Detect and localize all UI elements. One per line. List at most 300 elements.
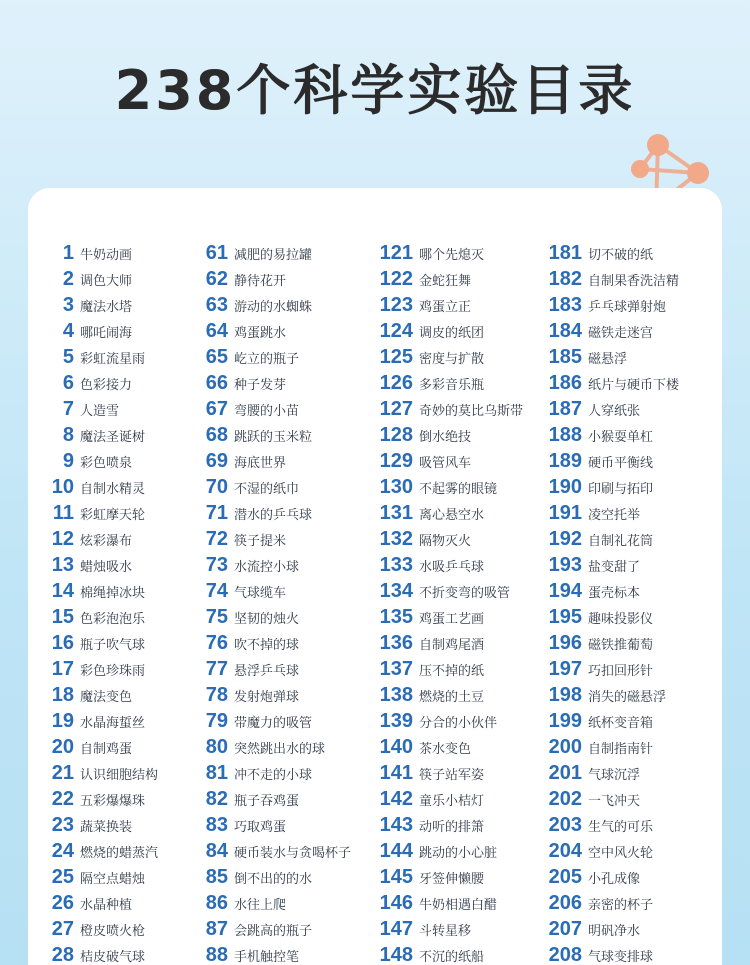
experiment-number: 80	[205, 735, 228, 758]
experiment-name: 硬币装水与贪喝杯子	[234, 845, 352, 861]
experiment-number: 133	[379, 553, 413, 576]
list-item	[366, 500, 523, 526]
list-item	[366, 786, 523, 812]
list-item	[184, 526, 351, 552]
experiment-name: 茶水变色	[419, 741, 472, 757]
experiment-name: 斗转星移	[419, 923, 472, 939]
experiment-number: 131	[379, 501, 413, 524]
experiment-number: 198	[548, 683, 582, 706]
experiment-name: 倒不出的的水	[234, 871, 313, 887]
experiment-number: 207	[548, 917, 582, 940]
experiment-number: 190	[548, 475, 582, 498]
experiment-name: 色彩接力	[80, 377, 133, 393]
list-item	[184, 864, 351, 890]
experiment-number: 72	[205, 527, 228, 550]
experiment-name: 奇妙的莫比乌斯带	[419, 403, 524, 419]
list-item	[40, 370, 158, 396]
experiment-name: 气球沉浮	[588, 767, 641, 783]
list-item	[40, 656, 158, 682]
experiment-name: 弯腰的小苗	[234, 403, 300, 419]
experiment-number: 63	[205, 293, 228, 316]
experiment-number: 11	[52, 501, 74, 524]
list-item	[366, 838, 523, 864]
experiment-name: 牙签伸懒腰	[419, 871, 485, 887]
experiment-name: 水晶海蜇丝	[80, 715, 146, 731]
list-item	[366, 422, 523, 448]
experiment-number: 183	[548, 293, 582, 316]
list-item	[184, 266, 351, 292]
list-item	[366, 318, 523, 344]
list-item	[538, 370, 679, 396]
list-item	[366, 734, 523, 760]
list-item	[538, 812, 679, 838]
experiment-name: 屹立的瓶子	[234, 351, 300, 367]
list-item	[538, 474, 679, 500]
experiment-name: 瓶子吹气球	[80, 637, 146, 653]
experiment-name: 不折变弯的吸管	[419, 585, 511, 601]
experiment-number: 76	[205, 631, 228, 654]
list-item	[40, 682, 158, 708]
experiment-name: 水吸乒乓球	[419, 559, 485, 575]
experiment-name: 亲密的杯子	[588, 897, 654, 913]
list-item	[184, 916, 351, 942]
experiment-name: 金蛇狂舞	[419, 273, 472, 289]
experiment-number: 199	[548, 709, 582, 732]
experiment-name: 分合的小伙伴	[419, 715, 498, 731]
experiment-name: 气球变排球	[588, 949, 654, 965]
experiment-name: 趣味投影仪	[588, 611, 654, 627]
experiment-number: 81	[205, 761, 228, 784]
experiment-name: 跳动的小心脏	[419, 845, 498, 861]
list-item	[184, 604, 351, 630]
list-item	[366, 474, 523, 500]
list-item	[184, 500, 351, 526]
experiment-number: 77	[205, 657, 228, 680]
list-item	[40, 292, 158, 318]
experiment-name: 童乐小桔灯	[419, 793, 485, 809]
list-item	[40, 318, 158, 344]
experiment-number: 134	[379, 579, 413, 602]
experiment-number: 185	[548, 345, 582, 368]
experiment-number: 186	[548, 371, 582, 394]
list-item	[366, 760, 523, 786]
list-item	[366, 916, 523, 942]
experiment-name: 彩虹摩天轮	[80, 507, 146, 523]
experiment-number: 79	[205, 709, 228, 732]
list-item	[366, 942, 523, 965]
experiment-name: 牛奶动画	[80, 247, 133, 263]
list-item	[538, 682, 679, 708]
experiment-number: 5	[62, 345, 74, 368]
experiment-number: 66	[205, 371, 228, 394]
experiment-name: 蔬菜换装	[80, 819, 133, 835]
list-item	[366, 552, 523, 578]
list-item	[184, 760, 351, 786]
list-item	[538, 708, 679, 734]
experiment-name: 印刷与拓印	[588, 481, 654, 497]
experiment-number: 141	[379, 761, 413, 784]
experiment-name: 潜水的乒乓球	[234, 507, 313, 523]
list-item	[40, 812, 158, 838]
experiment-number: 88	[205, 943, 228, 965]
experiment-number: 22	[51, 787, 74, 810]
experiment-number: 23	[51, 813, 74, 836]
list-item	[366, 292, 523, 318]
experiment-name: 隔物灭火	[419, 533, 472, 549]
list-item	[40, 500, 158, 526]
list-item	[40, 396, 158, 422]
experiment-number: 121	[379, 241, 413, 264]
experiment-number: 18	[51, 683, 74, 706]
experiment-number: 20	[51, 735, 74, 758]
experiment-name: 彩色喷泉	[80, 455, 133, 471]
experiment-name: 倒水绝技	[419, 429, 472, 445]
list-item	[40, 422, 158, 448]
experiment-number: 75	[205, 605, 228, 628]
experiment-name: 瓶子吞鸡蛋	[234, 793, 300, 809]
list-item	[538, 552, 679, 578]
list-item	[184, 344, 351, 370]
experiment-name: 筷子站军姿	[419, 767, 485, 783]
experiment-name: 巧取鸡蛋	[234, 819, 287, 835]
experiment-number: 24	[51, 839, 74, 862]
experiment-name: 种子发芽	[234, 377, 287, 393]
list-item	[538, 318, 679, 344]
list-item	[366, 344, 523, 370]
experiment-number: 70	[205, 475, 228, 498]
experiment-number: 202	[548, 787, 582, 810]
experiment-number: 126	[379, 371, 413, 394]
experiment-number: 25	[51, 865, 74, 888]
experiment-name: 不沉的纸船	[419, 949, 485, 965]
experiment-name: 气球缆车	[234, 585, 287, 601]
list-item	[184, 682, 351, 708]
list-item	[538, 656, 679, 682]
list-item	[538, 604, 679, 630]
experiment-number: 122	[379, 267, 413, 290]
list-item	[366, 396, 523, 422]
experiment-name: 五彩爆爆珠	[80, 793, 146, 809]
list-item	[538, 890, 679, 916]
experiment-name: 吸管风车	[419, 455, 472, 471]
experiment-name: 自制礼花筒	[588, 533, 654, 549]
experiment-number: 19	[51, 709, 74, 732]
experiment-name: 鸡蛋立正	[419, 299, 472, 315]
list-item	[40, 942, 158, 965]
experiment-number: 85	[205, 865, 228, 888]
list-item	[40, 552, 158, 578]
experiment-number: 61	[205, 241, 228, 264]
list-item	[40, 890, 158, 916]
list-item	[538, 240, 679, 266]
experiment-number: 140	[379, 735, 413, 758]
experiment-name: 盐变甜了	[588, 559, 641, 575]
list-item	[184, 448, 351, 474]
list-item	[40, 838, 158, 864]
experiment-number: 208	[548, 943, 582, 965]
experiment-name: 魔法圣诞树	[80, 429, 146, 445]
experiment-number: 136	[379, 631, 413, 654]
experiment-number: 127	[379, 397, 413, 420]
list-item	[184, 786, 351, 812]
experiment-name: 硬币平衡线	[588, 455, 654, 471]
experiment-name: 磁铁走迷宫	[588, 325, 654, 341]
list-item	[538, 916, 679, 942]
list-item	[366, 812, 523, 838]
experiment-number: 7	[62, 397, 74, 420]
experiment-name: 魔法变色	[80, 689, 133, 705]
experiment-number: 203	[548, 813, 582, 836]
experiment-name: 凌空托举	[588, 507, 641, 523]
experiment-name: 空中风火轮	[588, 845, 654, 861]
experiment-number: 184	[548, 319, 582, 342]
experiment-number: 21	[51, 761, 74, 784]
experiment-number: 1	[62, 241, 74, 264]
list-item	[538, 578, 679, 604]
experiment-number: 206	[548, 891, 582, 914]
experiment-number: 10	[51, 475, 74, 498]
list-item	[538, 838, 679, 864]
experiment-number: 148	[379, 943, 413, 965]
page-title: 238个科学实验目录	[114, 59, 636, 122]
list-item	[184, 708, 351, 734]
experiment-number: 132	[379, 527, 413, 550]
list-item	[40, 760, 158, 786]
experiment-name: 自制鸡尾酒	[419, 637, 485, 653]
experiment-name: 燃烧的蜡蒸汽	[80, 845, 159, 861]
experiment-number: 74	[205, 579, 228, 602]
experiment-name: 消失的磁悬浮	[588, 689, 667, 705]
experiment-name: 会跳高的瓶子	[234, 923, 313, 939]
list-item	[40, 708, 158, 734]
experiment-name: 悬浮乒乓球	[234, 663, 300, 679]
experiment-number: 83	[205, 813, 228, 836]
list-item	[40, 604, 158, 630]
experiment-name: 跳跃的玉米粒	[234, 429, 313, 445]
experiment-number: 139	[379, 709, 413, 732]
experiment-number: 200	[548, 735, 582, 758]
list-item	[366, 526, 523, 552]
experiment-number: 13	[51, 553, 74, 576]
list-item	[366, 682, 523, 708]
experiment-name: 炫彩瀑布	[80, 533, 133, 549]
experiment-number: 205	[548, 865, 582, 888]
list-item	[184, 292, 351, 318]
list-item	[184, 370, 351, 396]
experiment-name: 彩虹流星雨	[80, 351, 146, 367]
experiment-name: 静待花开	[234, 273, 287, 289]
experiment-number: 68	[205, 423, 228, 446]
experiment-number: 82	[205, 787, 228, 810]
experiment-name: 小孔成像	[588, 871, 641, 887]
experiment-number: 86	[205, 891, 228, 914]
list-item	[366, 370, 523, 396]
experiment-number: 2	[62, 267, 74, 290]
experiment-name: 坚韧的烛火	[234, 611, 300, 627]
experiment-name: 纸片与硬币下楼	[588, 377, 680, 393]
experiment-number: 65	[205, 345, 228, 368]
experiment-number: 28	[51, 943, 74, 965]
experiment-name: 巧扣回形针	[588, 663, 654, 679]
experiment-name: 冲不走的小球	[234, 767, 313, 783]
list-item	[366, 448, 523, 474]
experiment-name: 明矾净水	[588, 923, 641, 939]
experiment-number: 73	[205, 553, 228, 576]
experiment-name: 水流控小球	[234, 559, 300, 575]
list-item	[40, 240, 158, 266]
list-item	[538, 500, 679, 526]
experiment-number: 188	[548, 423, 582, 446]
list-item	[40, 734, 158, 760]
experiment-number: 16	[51, 631, 74, 654]
experiment-number: 27	[51, 917, 74, 940]
experiment-name: 离心悬空水	[419, 507, 485, 523]
experiment-number: 201	[548, 761, 582, 784]
list-item	[40, 526, 158, 552]
list-item	[184, 942, 351, 965]
experiment-number: 129	[379, 449, 413, 472]
list-item	[538, 864, 679, 890]
experiment-name: 调皮的纸团	[419, 325, 485, 341]
experiment-name: 哪吒闹海	[80, 325, 133, 341]
list-item	[184, 812, 351, 838]
list-item	[184, 396, 351, 422]
experiment-name: 纸杯变音箱	[588, 715, 654, 731]
list-item	[366, 578, 523, 604]
catalog-column-4	[538, 240, 679, 965]
list-item	[184, 734, 351, 760]
list-item	[40, 786, 158, 812]
experiment-number: 62	[205, 267, 228, 290]
experiment-number: 145	[379, 865, 413, 888]
experiment-number: 3	[62, 293, 74, 316]
list-item	[184, 630, 351, 656]
experiment-number: 67	[205, 397, 228, 420]
list-item	[366, 240, 523, 266]
experiment-name: 认识细胞结构	[80, 767, 159, 783]
list-item	[538, 396, 679, 422]
list-item	[40, 864, 158, 890]
experiment-name: 桔皮破气球	[80, 949, 146, 965]
list-item	[538, 760, 679, 786]
list-item	[184, 578, 351, 604]
experiment-number: 17	[51, 657, 74, 680]
experiment-name: 蛋壳标本	[588, 585, 641, 601]
list-item	[366, 604, 523, 630]
experiment-name: 牛奶相遇白醋	[419, 897, 498, 913]
experiment-number: 137	[379, 657, 413, 680]
experiment-number: 9	[62, 449, 74, 472]
list-item	[184, 240, 351, 266]
experiment-number: 124	[379, 319, 413, 342]
experiment-number: 204	[548, 839, 582, 862]
experiment-name: 手机触控笔	[234, 949, 300, 965]
experiment-name: 鸡蛋跳水	[234, 325, 287, 341]
experiment-name: 哪个先熄灭	[419, 247, 485, 263]
experiment-name: 磁铁推葡萄	[588, 637, 654, 653]
list-item	[184, 474, 351, 500]
list-item	[538, 344, 679, 370]
experiment-name: 带魔力的吸管	[234, 715, 313, 731]
experiment-name: 人穿纸张	[588, 403, 641, 419]
experiment-name: 自制果香洗洁精	[588, 273, 680, 289]
list-item	[40, 578, 158, 604]
experiment-name: 磁悬浮	[588, 351, 628, 367]
experiment-number: 14	[51, 579, 74, 602]
list-item	[538, 526, 679, 552]
experiment-number: 146	[379, 891, 413, 914]
experiment-number: 4	[62, 319, 74, 342]
experiment-name: 海底世界	[234, 455, 287, 471]
experiment-number: 181	[548, 241, 582, 264]
experiment-number: 197	[548, 657, 582, 680]
experiment-name: 乒乓球弹射炮	[588, 299, 667, 315]
experiment-name: 水晶种植	[80, 897, 133, 913]
experiment-name: 自制指南针	[588, 741, 654, 757]
list-item	[366, 864, 523, 890]
experiment-name: 燃烧的土豆	[419, 689, 485, 705]
experiment-name: 彩色珍珠雨	[80, 663, 146, 679]
experiment-name: 人造雪	[80, 403, 120, 419]
experiment-name: 水往上爬	[234, 897, 287, 913]
list-item	[40, 474, 158, 500]
list-item	[184, 838, 351, 864]
list-item	[184, 656, 351, 682]
experiment-name: 动听的排箫	[419, 819, 485, 835]
list-item	[184, 890, 351, 916]
experiment-number: 182	[548, 267, 582, 290]
catalog-column-2	[184, 240, 351, 965]
experiment-number: 78	[205, 683, 228, 706]
experiment-number: 194	[548, 579, 582, 602]
list-item	[40, 266, 158, 292]
list-item	[538, 448, 679, 474]
experiment-number: 189	[548, 449, 582, 472]
experiment-name: 生气的可乐	[588, 819, 654, 835]
experiment-number: 69	[205, 449, 228, 472]
experiment-number: 191	[548, 501, 582, 524]
experiment-number: 15	[51, 605, 74, 628]
experiment-number: 192	[548, 527, 582, 550]
experiment-name: 减肥的易拉罐	[234, 247, 313, 263]
list-item	[538, 422, 679, 448]
experiment-number: 193	[548, 553, 582, 576]
list-item	[184, 318, 351, 344]
list-item	[40, 630, 158, 656]
experiment-number: 143	[379, 813, 413, 836]
experiment-name: 蜡烛吸水	[80, 559, 133, 575]
experiment-number: 87	[205, 917, 228, 940]
experiment-name: 橙皮喷火枪	[80, 923, 146, 939]
experiment-number: 125	[379, 345, 413, 368]
list-item	[538, 292, 679, 318]
experiment-number: 130	[379, 475, 413, 498]
experiment-number: 123	[379, 293, 413, 316]
experiment-name: 不湿的纸巾	[234, 481, 300, 497]
experiment-number: 144	[379, 839, 413, 862]
list-item	[366, 266, 523, 292]
experiment-number: 138	[379, 683, 413, 706]
experiment-name: 筷子提米	[234, 533, 287, 549]
experiment-number: 195	[548, 605, 582, 628]
list-item	[366, 630, 523, 656]
list-item	[184, 422, 351, 448]
experiment-name: 一飞冲天	[588, 793, 641, 809]
list-item	[538, 630, 679, 656]
experiment-name: 多彩音乐瓶	[419, 377, 485, 393]
experiment-number: 26	[51, 891, 74, 914]
experiment-name: 隔空点蜡烛	[80, 871, 146, 887]
